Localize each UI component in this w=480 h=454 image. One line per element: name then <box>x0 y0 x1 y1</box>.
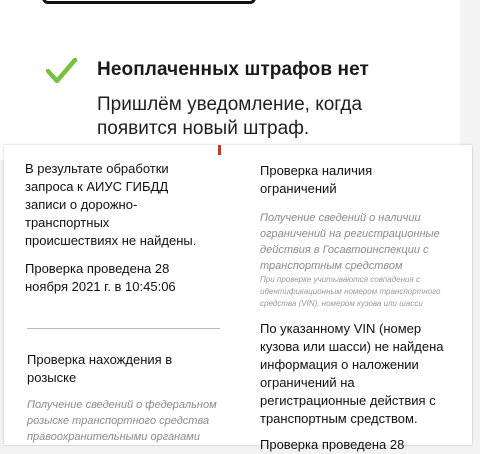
check-date-text: Проверка проведена 28 ноября 2021 г. в 10:45:06 <box>25 261 176 294</box>
right-check-date-text: Проверка проведена 28 <box>260 437 405 452</box>
restrictions-title: Проверка наличия ограничений <box>260 163 373 196</box>
wanted-title: Проверка нахождения в розыске <box>27 352 173 385</box>
left-column <box>25 160 215 296</box>
wanted-section <box>27 351 217 445</box>
wanted-note: Получение сведений о федеральном розыске транспортного средства правоохранительными органами <box>27 399 217 443</box>
right-column <box>260 162 450 454</box>
status-subtitle: Пришлём уведомление, когда появится новый штраф. <box>97 94 363 139</box>
top-button-frame[interactable] <box>42 0 256 4</box>
status-card <box>0 0 460 160</box>
check-icon <box>44 56 78 86</box>
restrictions-note: Получение сведений о наличии ограничений на регистрационные действия в Госавтоинспекции с транспортным средством <box>260 212 440 272</box>
section-divider <box>27 328 220 329</box>
vin-hint: При проверке учитываются совпадения с идентификационным номером транспортного средства (VIN), номером кузова или шасси <box>260 275 441 308</box>
status-title: Неоплаченных штрафов нет <box>97 59 369 80</box>
accident-result-text: В результате обработки запроса к АИУС ГИБДД записи о дорожно-транспортных происшествиях не найдены. <box>25 161 197 248</box>
red-marker <box>218 145 221 155</box>
vin-result-text: По указанному VIN (номер кузова или шасси) не найдена информация о наложении ограничений на регистрационные действия с транспортным средством. <box>260 321 444 426</box>
